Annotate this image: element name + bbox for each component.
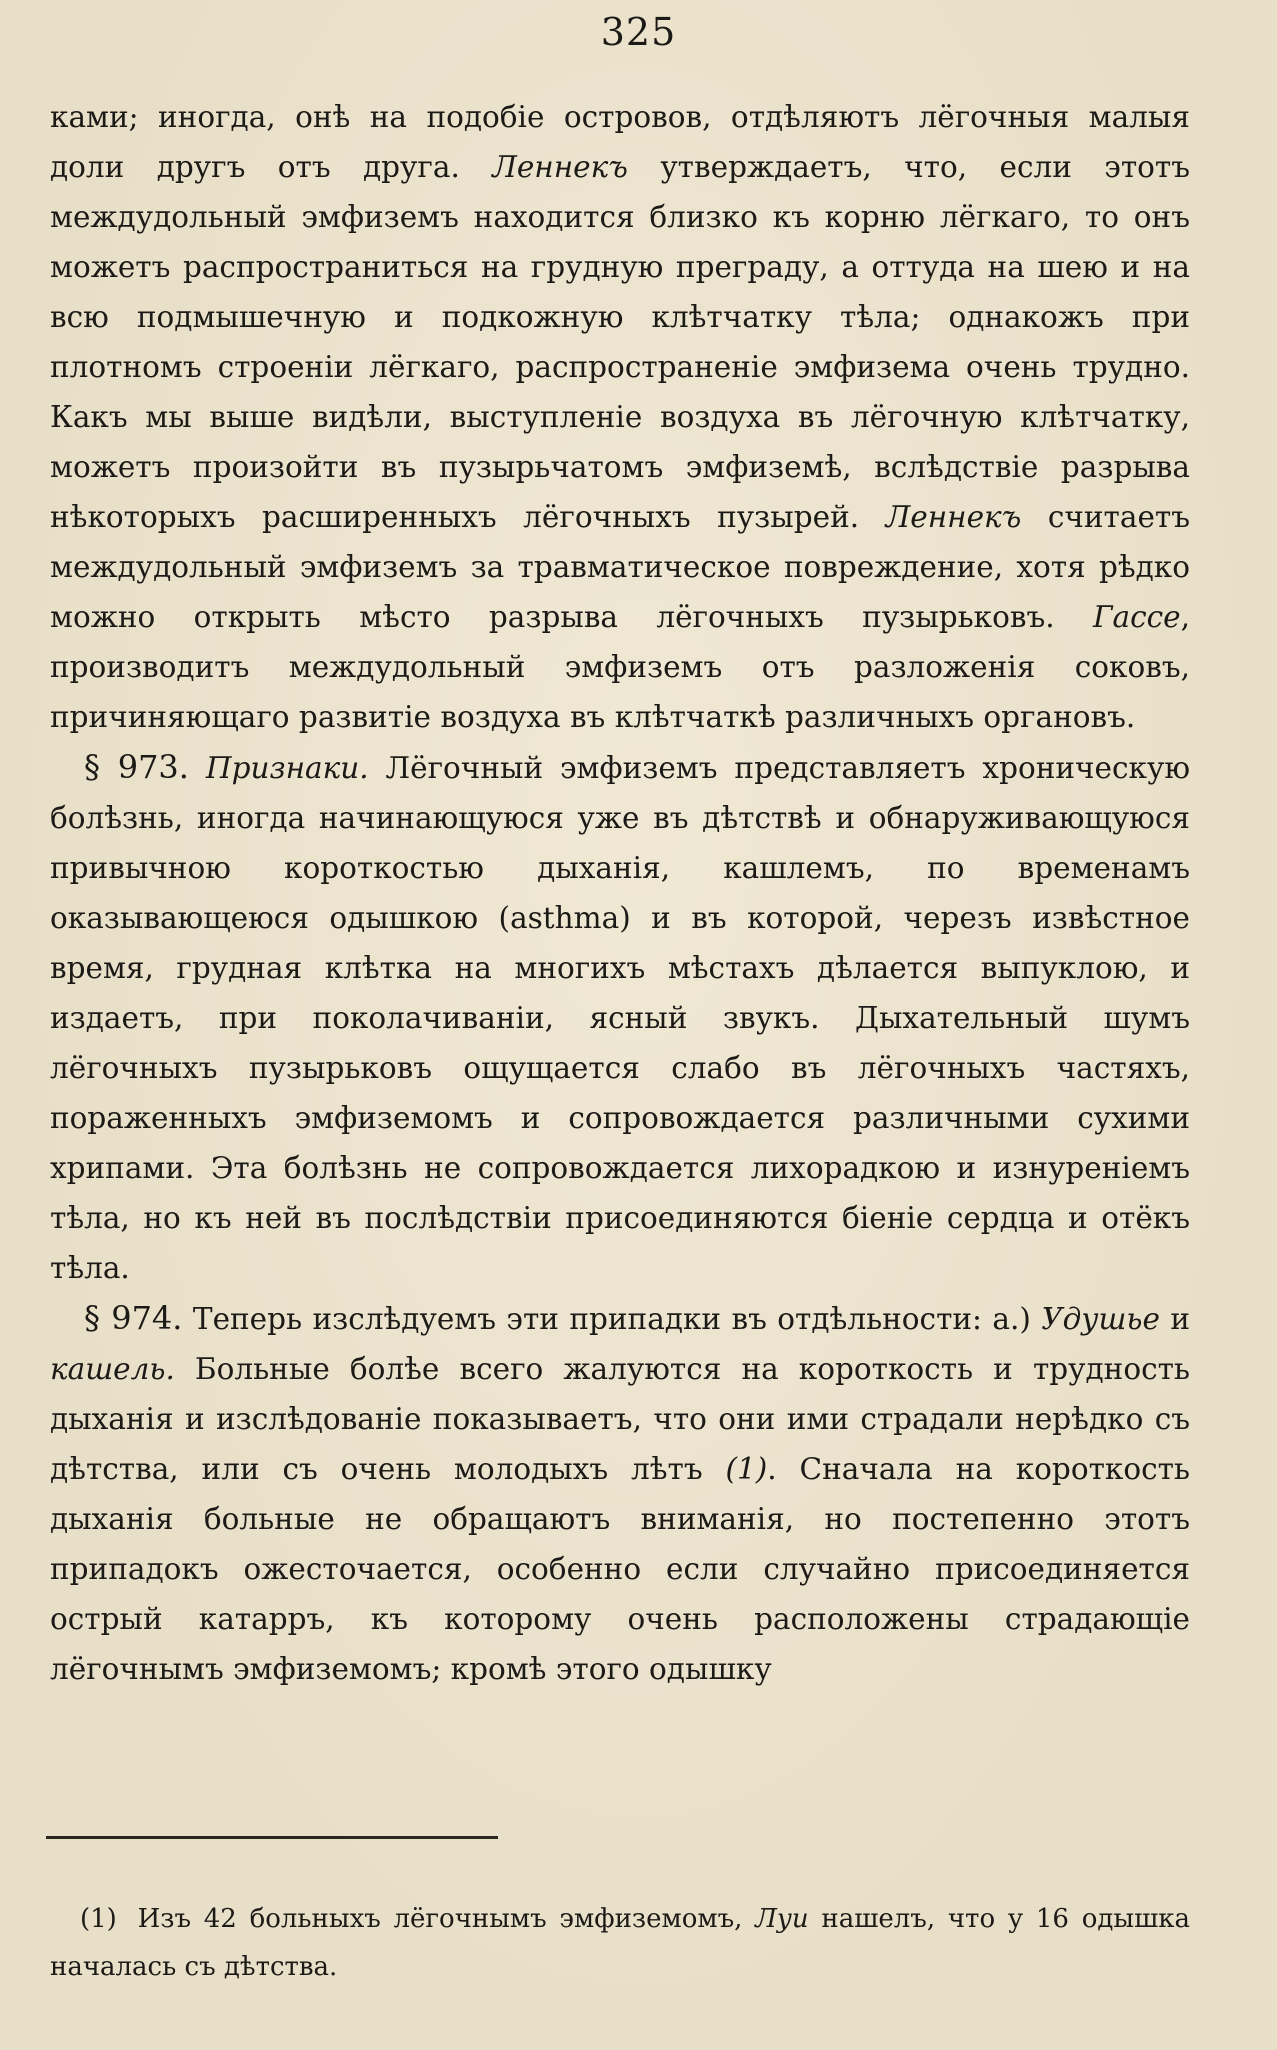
text-fragment: Изъ 42 больныхъ лёгочнымъ эмфиземомъ, bbox=[124, 1904, 756, 1934]
paragraph-continuation bbox=[50, 92, 1190, 742]
footnote-reference[interactable]: (1) bbox=[725, 1452, 768, 1486]
text-fragment: считаетъ междудольный эмфиземъ за травматическое повреждение, хотя рѣдко можно открыть мѣсто разрыва лёгочныхъ пузырьковъ. bbox=[50, 500, 1190, 634]
text-fragment: нашелъ, что у 16 одышка началась съ дѣтства. bbox=[50, 1904, 1190, 1982]
main-text bbox=[50, 92, 1190, 1694]
author-name: Гассе bbox=[1092, 600, 1181, 634]
page-number: 325 bbox=[600, 10, 677, 54]
author-name: Леннекъ bbox=[492, 150, 628, 184]
footnote bbox=[50, 1895, 1190, 1991]
author-name: Луи bbox=[755, 1904, 809, 1934]
text-fragment: Больные болѣе всего жалуются на короткость и трудность дыханія и изслѣдованіе показываетъ, что они ими страдали нерѣдко съ дѣтства, или съ очень молодыхъ лѣтъ bbox=[50, 1352, 1190, 1486]
section-heading: Признаки. bbox=[205, 751, 369, 785]
text-fragment: , производитъ междудольный эмфиземъ отъ разложенія соковъ, причиняющаго развитіе воздуха въ клѣтчаткѣ различныхъ органовъ. bbox=[50, 600, 1190, 734]
subheading-udushye: Удушье bbox=[1041, 1302, 1160, 1336]
term-asthma: asthma bbox=[510, 901, 620, 935]
section-number: § 973. bbox=[84, 748, 189, 786]
footnote-marker: (1) bbox=[80, 1904, 117, 1934]
text-fragment: утверждаетъ, что, если этотъ междудольный эмфиземъ находится близко къ корню лёгкаго, то онъ можетъ распространиться на грудную преграду, а оттуда на шею и на всю подмышечную и подкожную клѣтчатку тѣла; однакожъ при плотномъ строеніи лёгкаго, распространеніе эмфизема очень трудно. Какъ мы выше видѣли, выступленіе воздуха въ лёгочную клѣтчатку, можетъ произойти въ пузырьчатомъ эмфиземѣ, вслѣдствіе разрыва нѣкоторыхъ расширенныхъ лёгочныхъ пузырей. bbox=[50, 150, 1190, 534]
text-fragment: и bbox=[1159, 1302, 1190, 1336]
text-fragment: Лёгочный эмфиземъ представляетъ хроническую болѣзнь, иногда начинающуюся уже въ дѣтствѣ и обнаруживающуюся привычною короткостью дыханія, кашлемъ, по временамъ оказывающеюся одышкою ( bbox=[50, 751, 1191, 935]
paragraph-section-974 bbox=[50, 1293, 1190, 1694]
section-number: § 974. bbox=[84, 1299, 183, 1337]
text-fragment: ) и въ которой, черезъ извѣстное время, грудная клѣтка на многихъ мѣстахъ дѣлается выпуклою, и издаетъ, при поколачиваніи, ясный звукъ. Дыхательный шумъ лёгочныхъ пузырьковъ ощущается слабо въ лёгочныхъ частяхъ, пораженныхъ эмфиземомъ и сопровождается различными сухими хрипами. Эта болѣзнь не сопровождается лихорадкою и изнуреніемъ тѣла, но къ ней въ послѣдствіи присоединяются біеніе сердца и отёкъ тѣла. bbox=[50, 901, 1191, 1285]
text-fragment: . Сначала на короткость дыханія больные не обращаютъ вниманія, но постепенно этотъ припадокъ ожесточается, особенно если случайно присоединяется острый катарръ, къ которому очень расположены страдающіе лёгочнымъ эмфиземомъ; кромѣ этого одышку bbox=[50, 1452, 1190, 1686]
text-fragment: Теперь изслѣдуемъ эти припадки въ отдѣльности: а.) bbox=[182, 1302, 1042, 1336]
author-name: Леннекъ bbox=[885, 500, 1022, 534]
footnote-divider bbox=[46, 1836, 498, 1839]
subheading-kashel: кашель. bbox=[50, 1352, 175, 1386]
paragraph-section-973 bbox=[50, 742, 1190, 1293]
text-fragment: ками; иногда, онѣ на подобіе островов, отдѣляютъ лёгочныя малыя доли другъ отъ друга. bbox=[50, 100, 1190, 184]
